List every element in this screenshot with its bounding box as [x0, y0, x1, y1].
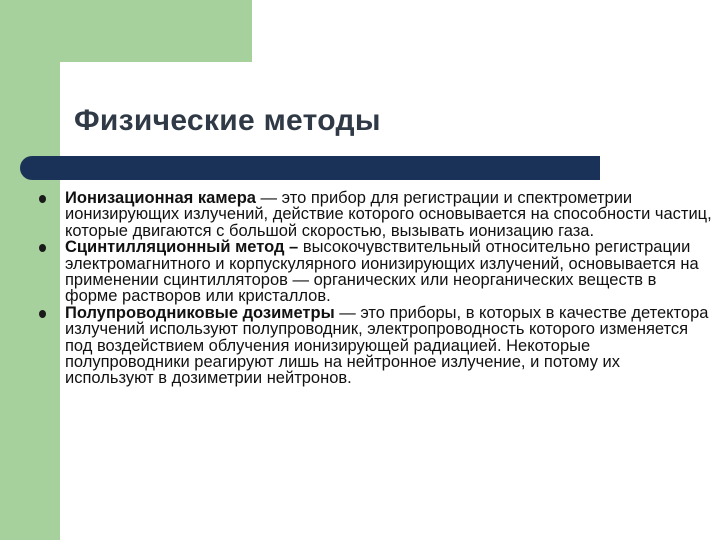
- item-term: Полупроводниковые дозиметры: [65, 303, 335, 322]
- bullet-list: [36, 190, 712, 387]
- title-underline-bar: [20, 156, 600, 180]
- bullet-icon: [39, 244, 46, 252]
- list-item: [36, 305, 712, 387]
- list-item: [36, 190, 712, 239]
- list-item: [36, 239, 712, 305]
- item-term: Ионизационная камера: [65, 189, 256, 207]
- bullet-icon: [39, 195, 46, 203]
- item-description: высокочувствительный относительно регистрации электромагнитного и корпускулярного ионизирующих излучений, основывается на применении сцинтилляторов — органических или неорганических веществ в форме растворов или кристаллов.: [65, 238, 699, 306]
- green-top-panel: [0, 0, 252, 62]
- item-term: Сцинтилляционный метод –: [65, 238, 299, 257]
- item-description: — это прибор для регистрации и спектрометрии ионизирующих излучений, действие которого основывается на способности частиц, которые двигаются с большой скоростью, вызывать ионизацию газа.: [65, 189, 712, 240]
- slide-title: Физические методы: [74, 104, 381, 137]
- bullet-icon: [39, 310, 46, 318]
- item-description: — это приборы, в которых в качестве детектора излучений используют полупроводник, электропроводность которого изменяется под воздействием облучения ионизирующей радиацией. Некоторые полупроводники реагируют лишь на нейтронное излучение, и потому их используют в дозиметрии нейтронов.: [65, 303, 709, 388]
